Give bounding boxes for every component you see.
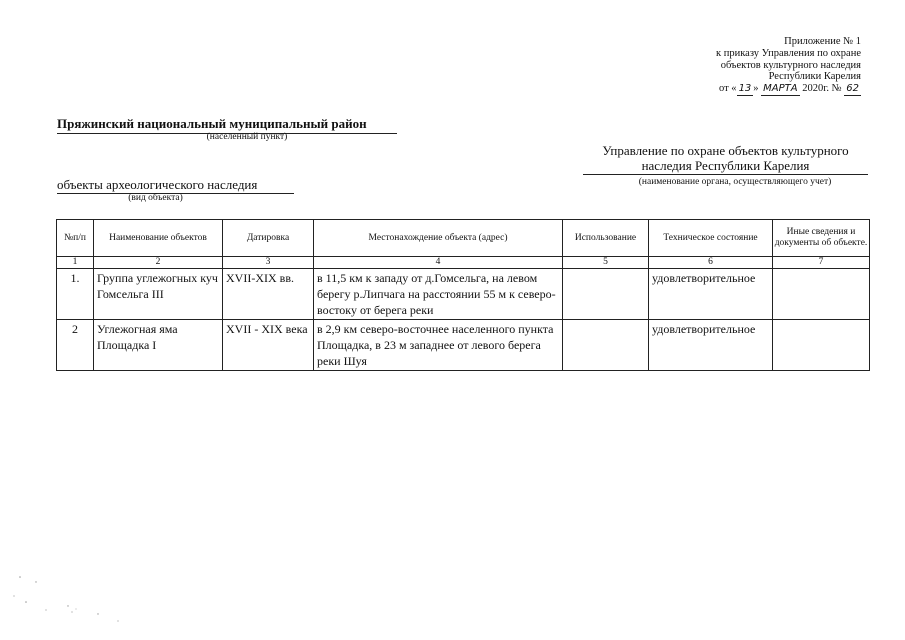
- table-header-row: [57, 220, 870, 257]
- object-usage: [563, 320, 649, 371]
- organization-caption: (наименование органа, осуществляющего учет): [638, 177, 832, 187]
- column-number: 6: [649, 257, 773, 269]
- appendix-line-1: Приложение № 1: [784, 36, 861, 47]
- object-other-info: [773, 320, 870, 371]
- column-header-condition: Техническое состояние: [649, 220, 773, 257]
- column-number: 1: [57, 257, 94, 269]
- appendix-line-3: объектов культурного наследия: [720, 59, 861, 71]
- object-location: в 2,9 км северо-восточнее населенного пункта Площадка, в 23 м западнее от левого берега реки Шуя: [314, 320, 563, 371]
- date-mid: »: [753, 83, 762, 95]
- column-header-number: №п/п: [57, 220, 94, 257]
- column-number: 2: [94, 257, 223, 269]
- appendix-line-4: Республики Карелия: [768, 71, 861, 83]
- object-dating: XVII-XIX вв.: [223, 269, 314, 320]
- column-number: 7: [773, 257, 870, 269]
- column-number: 3: [223, 257, 314, 269]
- appendix-line-2: к приказу Управления по охране: [716, 47, 861, 59]
- column-number: 4: [314, 257, 563, 269]
- column-number: 5: [563, 257, 649, 269]
- date-month: МАРТА: [763, 83, 798, 95]
- row-number: 1.: [57, 269, 94, 320]
- object-type-caption: (вид объекта): [128, 193, 183, 203]
- column-header-usage: Использование: [563, 220, 649, 257]
- order-number: 62: [846, 83, 859, 95]
- object-usage: [563, 269, 649, 320]
- object-other-info: [773, 269, 870, 320]
- object-condition: удовлетворительное: [649, 269, 773, 320]
- column-number-row: [57, 257, 870, 269]
- table-row: [57, 269, 870, 320]
- date-year: 2020г. №: [799, 83, 845, 95]
- heritage-objects-table: [56, 219, 870, 371]
- appendix-header: [601, 36, 861, 96]
- column-header-other: Иные сведения и документы об объекте.: [773, 220, 870, 257]
- object-dating: XVII - XIX века: [223, 320, 314, 371]
- district-name: Пряжинский национальный муниципальный район: [57, 116, 397, 134]
- object-name: Группа углежогных куч Гомсельга III: [94, 269, 223, 320]
- object-condition: удовлетворительное: [649, 320, 773, 371]
- date-day: 13: [738, 83, 752, 95]
- object-location: в 11,5 км к западу от д.Гомсельга, на левом берегу р.Липчага на расстоянии 55 м к северо-востоку от берега реки: [314, 269, 563, 320]
- scan-specks: [6, 574, 136, 634]
- column-header-location: Местонахождение объекта (адрес): [314, 220, 563, 257]
- object-type: объекты археологического наследия: [57, 177, 294, 194]
- object-name: Углежогная яма Площадка I: [94, 320, 223, 371]
- order-date-line: [601, 83, 861, 96]
- column-header-dating: Датировка: [223, 220, 314, 257]
- date-prefix: от «: [718, 83, 737, 95]
- organization-name: Управление по охране объектов культурного наследия Республики Карелия: [583, 143, 868, 175]
- column-header-name: Наименование объектов: [94, 220, 223, 257]
- district-caption: (населенный пункт): [206, 132, 288, 142]
- table-row: [57, 320, 870, 371]
- row-number: 2: [57, 320, 94, 371]
